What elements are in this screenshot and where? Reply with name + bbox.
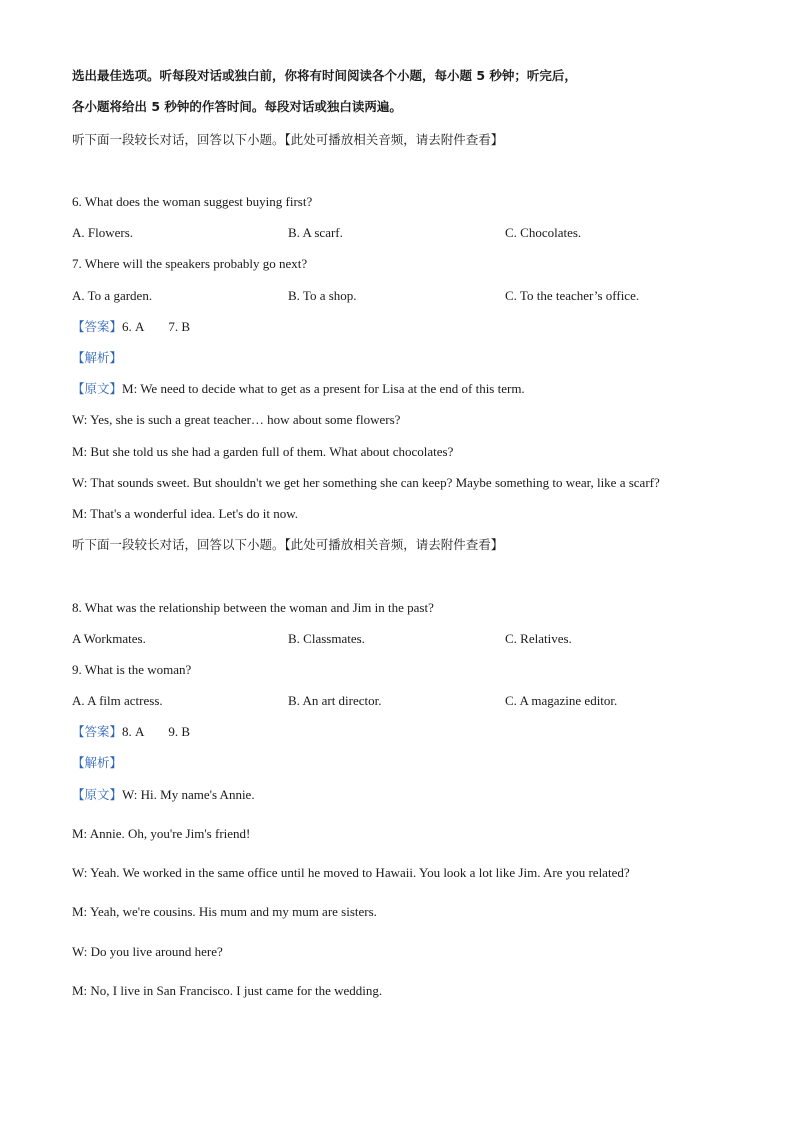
transcript-line: W: That sounds sweet. But shouldn't we get her something she can keep? Maybe something to wear, like a scarf? xyxy=(72,475,660,490)
transcript-line: M: Annie. Oh, you're Jim's friend! xyxy=(72,826,251,841)
q7-option-c: C. To the teacher’s office. xyxy=(505,288,640,303)
intro-line-1: 选出最佳选项。听每段对话或独白前，你将有时间阅读各个小题，每小题 5 秒钟；听完后， xyxy=(72,68,577,83)
q8-option-b: B. Classmates. xyxy=(288,631,365,646)
q9-option-a: A. A film actress. xyxy=(72,693,163,708)
q9-option-b: B. An art director. xyxy=(288,693,382,708)
section1-instruction: 听下面一段较长对话，回答以下小题。【此处可播放相关音频，请去附件查看】 xyxy=(72,132,504,147)
transcript-text: M: We need to decide what to get as a present for Lisa at the end of this term. xyxy=(122,381,525,396)
transcript-line: M: Yeah, we're cousins. His mum and my mum are sisters. xyxy=(72,904,377,919)
analysis-row-2 xyxy=(72,755,122,771)
answer-row-1 xyxy=(72,319,190,335)
transcript-line xyxy=(72,787,255,803)
transcript-line: W: Yes, she is such a great teacher… how about some flowers? xyxy=(72,412,401,427)
answer-row-2 xyxy=(72,724,190,740)
section2-instruction: 听下面一段较长对话，回答以下小题。【此处可播放相关音频，请去附件查看】 xyxy=(72,537,504,552)
q8-option-a: A Workmates. xyxy=(72,631,146,646)
answer-value: 9. B xyxy=(168,724,191,739)
transcript-line: W: Yeah. We worked in the same office until he moved to Hawaii. You look a lot like Jim. Are you related? xyxy=(72,865,630,880)
answer-value: 7. B xyxy=(168,319,191,334)
q6-option-c: C. Chocolates. xyxy=(505,225,582,240)
answer-tag: 【答案】 xyxy=(72,319,123,334)
transcript-text: W: Hi. My name's Annie. xyxy=(122,787,255,802)
q6-option-b: B. A scarf. xyxy=(288,225,343,240)
analysis-row-1 xyxy=(72,350,122,366)
answer-value: 6. A xyxy=(122,319,145,334)
q7-option-b: B. To a shop. xyxy=(288,288,357,303)
question-7: 7. Where will the speakers probably go next? xyxy=(72,256,308,271)
transcript-line: M: But she told us she had a garden full of them. What about chocolates? xyxy=(72,444,454,459)
question-6: 6. What does the woman suggest buying first? xyxy=(72,194,313,209)
q7-option-a: A. To a garden. xyxy=(72,288,153,303)
original-tag: 【原文】 xyxy=(72,787,123,802)
transcript-line: M: No, I live in San Francisco. I just came for the wedding. xyxy=(72,983,383,998)
transcript-line xyxy=(72,381,525,397)
question-9: 9. What is the woman? xyxy=(72,662,192,677)
answer-value: 8. A xyxy=(122,724,145,739)
intro-line-2: 各小题将给出 5 秒钟的作答时间。每段对话或独白读两遍。 xyxy=(72,99,402,114)
q6-option-a: A. Flowers. xyxy=(72,225,134,240)
original-tag: 【原文】 xyxy=(72,381,123,396)
analysis-tag: 【解析】 xyxy=(72,350,123,365)
question-8: 8. What was the relationship between the woman and Jim in the past? xyxy=(72,600,434,615)
q9-option-c: C. A magazine editor. xyxy=(505,693,618,708)
q8-option-c: C. Relatives. xyxy=(505,631,572,646)
analysis-tag: 【解析】 xyxy=(72,755,123,770)
transcript-line: M: That's a wonderful idea. Let's do it now. xyxy=(72,506,299,521)
transcript-line: W: Do you live around here? xyxy=(72,944,223,959)
answer-tag: 【答案】 xyxy=(72,724,123,739)
